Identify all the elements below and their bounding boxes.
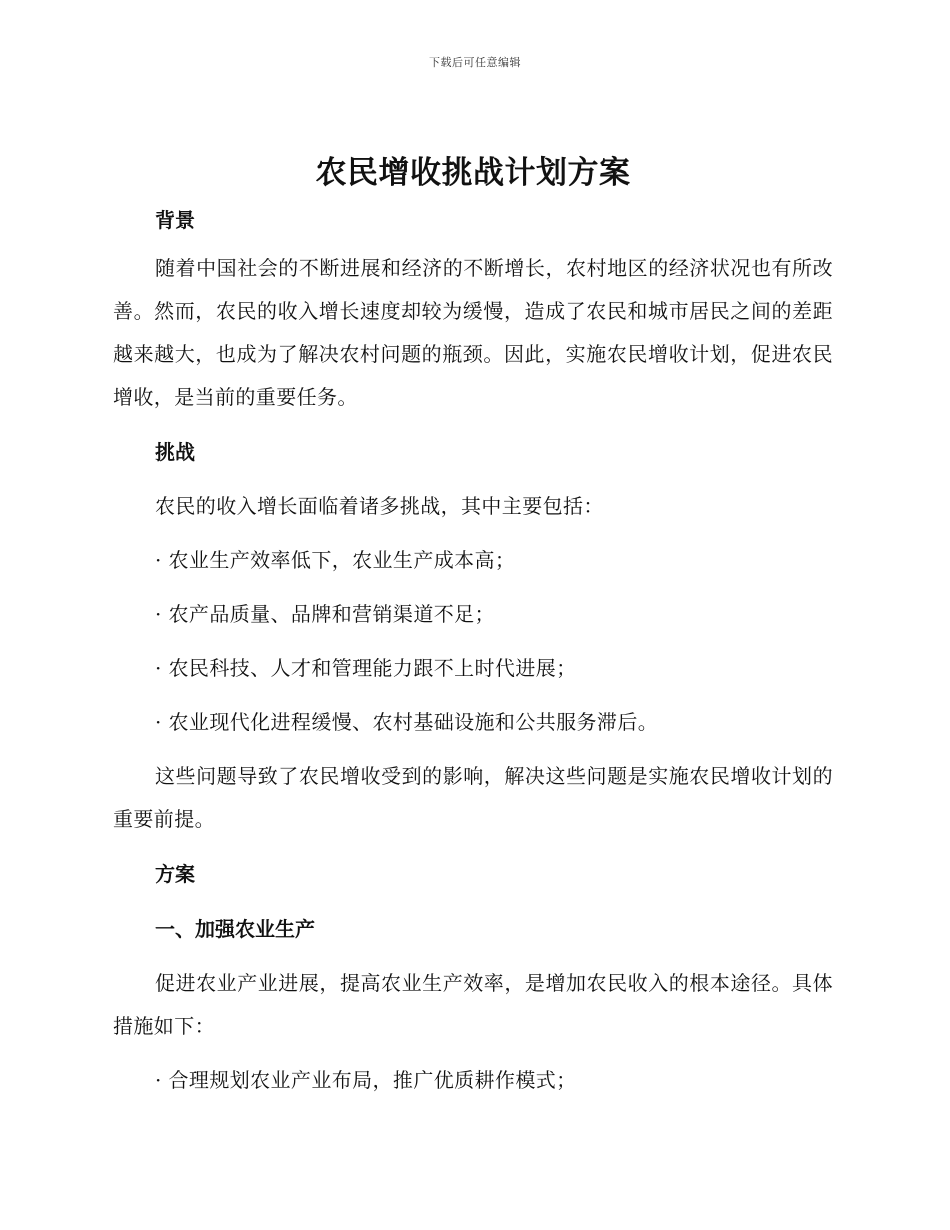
- challenge-bullet-1: · 农业生产效率低下，农业生产成本高；: [155, 548, 516, 572]
- section-heading-background: 背景: [155, 208, 195, 232]
- challenge-bullet-2: · 农产品质量、品牌和营销渠道不足；: [155, 602, 495, 626]
- challenge-intro: 农民的收入增长面临着诸多挑战，其中主要包括：: [155, 494, 604, 518]
- challenge-bullet-3: · 农民科技、人才和管理能力跟不上时代进展；: [155, 656, 577, 680]
- document-title: 农民增收挑战计划方案: [315, 155, 631, 191]
- section-heading-plan: 方案: [155, 862, 195, 886]
- subsection-heading-agriculture: 一、加强农业生产: [155, 917, 315, 941]
- challenge-bullet-4: · 农业现代化进程缓慢、农村基础设施和公共服务滞后。: [155, 710, 659, 734]
- challenge-conclusion: 这些问题导致了农民增收受到的影响，解决这些问题是实施农民增收计划的重要前提。: [113, 764, 833, 831]
- document-body: [113, 148, 833, 1102]
- section-heading-challenge: 挑战: [155, 440, 195, 464]
- agriculture-bullet-1: · 合理规划农业产业布局，推广优质耕作模式；: [155, 1068, 577, 1092]
- agriculture-paragraph: 促进农业产业进展，提高农业生产效率，是增加农民收入的根本途径。具体措施如下：: [113, 971, 833, 1038]
- header-note: 下载后可任意编辑: [429, 56, 521, 69]
- background-paragraph: 随着中国社会的不断进展和经济的不断增长，农村地区的经济状况也有所改善。然而，农民的收入增长速度却较为缓慢，造成了农民和城市居民之间的差距越来越大，也成为了解决农村问题的瓶颈。因此，实施农民增收计划，促进农民增收，是当前的重要任务。: [113, 256, 833, 409]
